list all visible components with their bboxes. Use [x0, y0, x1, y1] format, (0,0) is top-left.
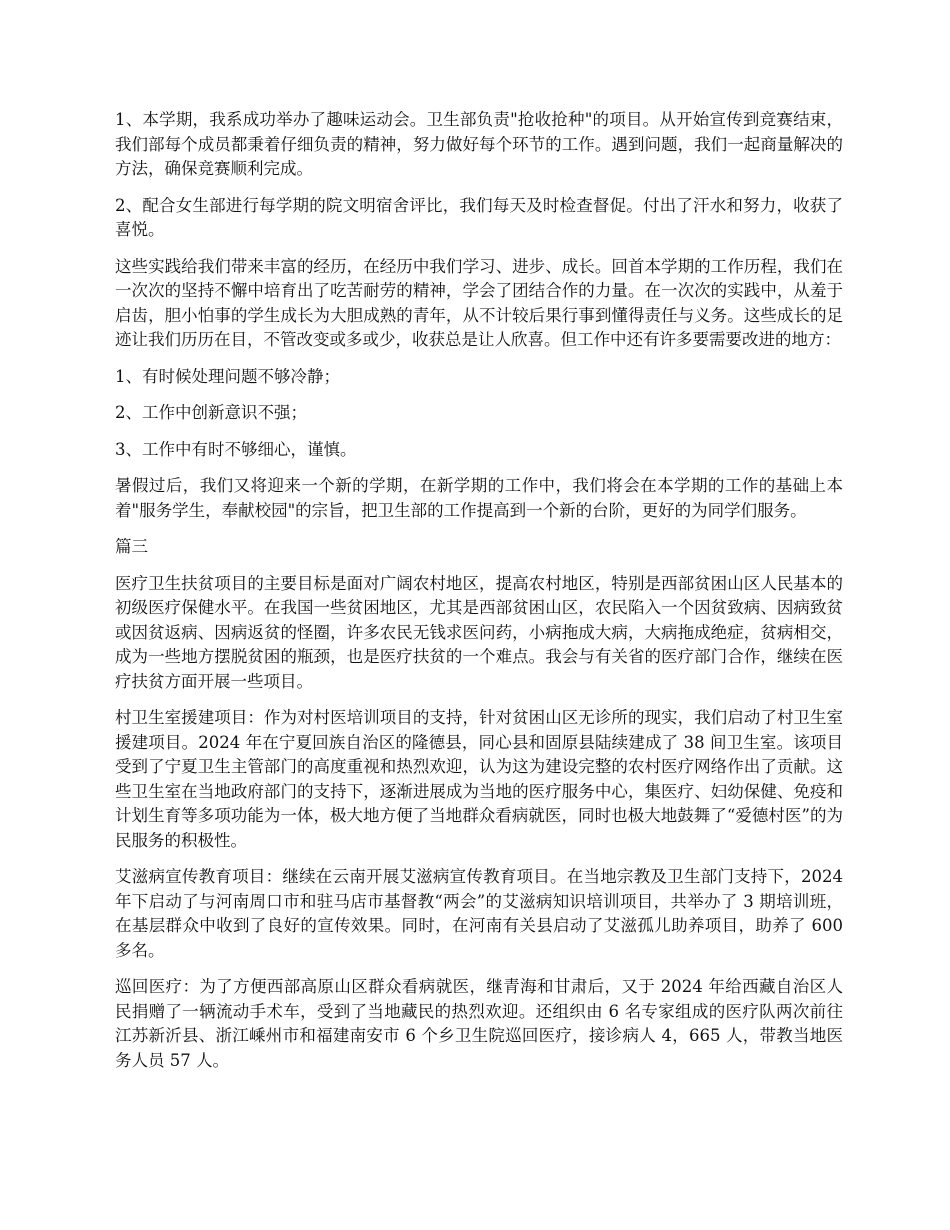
paragraph-aids-project: 艾滋病宣传教育项目：继续在云南开展艾滋病宣传教育项目。在当地宗教及卫生部门支持下，2024 年下启动了与河南周口市和驻马店市基督教“两会”的艾滋病知识培训项目，共举办了 3 期培训班，在基层群众中收到了良好的宣传效果。同时，在河南有关县启动了艾滋孤儿助养项目，助养了 600 多名。 [115, 867, 843, 960]
paragraph-issue-1: 1、有时候处理问题不够冷静； [115, 366, 340, 386]
paragraph-next-semester: 暑假过后，我们又将迎来一个新的学期，在新学期的工作中，我们将会在本学期的工作的基础上本着"服务学生，奉献校园"的宗旨，把卫生部的工作提高到一个新的台阶，更好的为同学们服务。 [115, 476, 843, 520]
paragraph-sports-meet: 1、本学期，我系成功举办了趣味运动会。卫生部负责"抢收抢种"的项目。从开始宣传到竞赛结束，我们部每个成员都秉着仔细负责的精神，努力做好每个环节的工作。遇到问题，我们一起商量解决的方法，确保竞赛顺利完成。 [115, 110, 843, 178]
paragraph-mobile-medical: 巡回医疗：为了方便西部高原山区群众看病就医，继青海和甘肃后，又于 2024 年给西藏自治区人民捐赠了一辆流动手术车，受到了当地藏民的热烈欢迎。还组织由 6 名专家组成的医疗队两次前往江苏新沂县、浙江嵊州市和福建南安市 6 个乡卫生院巡回医疗，接诊病人 4，665 人，带教当地医务人员 57 人。 [115, 977, 843, 1070]
section-heading: 篇三 [115, 537, 148, 556]
paragraph-reflection: 这些实践给我们带来丰富的经历，在经历中我们学习、进步、成长。回首本学期的工作历程，我们在一次次的坚持不懈中培育出了吃苦耐劳的精神，学会了团结合作的力量。在一次次的实践中，从羞于启齿，胆小怕事的学生成长为大胆成熟的青年，从不计较后果行事到懂得责任与义务。这些成长的足迹让我们历历在目，不管改变或多或少，收获总是让人欣喜。但工作中还有许多要需要改进的地方： [115, 256, 843, 349]
paragraph-issue-3: 3、工作中有时不够细心，谨慎。 [115, 439, 357, 459]
document-page [115, 108, 843, 1085]
paragraph-dorm-inspection: 2、配合女生部进行每学期的院文明宿舍评比，我们每天及时检查督促。付出了汗水和努力，收获了喜悦。 [115, 195, 843, 239]
paragraph-clinic-project: 村卫生室援建项目：作为对村医培训项目的支持，针对贫困山区无诊所的现实，我们启动了村卫生室援建项目。2024 年在宁夏回族自治区的隆德县，同心县和固原县陆续建成了 38 间卫生室。该项目受到了宁夏卫生主管部门的高度重视和热烈欢迎，认为这为建设完整的农村医疗网络作出了贡献。这些卫生室在当地政府部门的支持下，逐渐进展成为当地的医疗服务中心，集医疗、妇幼保健、免疫和计划生育等多项功能为一体，极大地方便了当地群众看病就医，同时也极大地鼓舞了“爱德村医”的为民服务的积极性。 [115, 708, 843, 850]
paragraph-poverty-goal: 医疗卫生扶贫项目的主要目标是面对广阔农村地区，提高农村地区，特别是西部贫困山区人民基本的初级医疗保健水平。在我国一些贫困地区，尤其是西部贫困山区，农民陷入一个因贫致病、因病致贫或因贫返病、因病返贫的怪圈，许多农民无钱求医问药，小病拖成大病，大病拖成绝症，贫病相交，成为一些地方摆脱贫困的瓶颈，也是医疗扶贫的一个难点。我会与有关省的医疗部门合作，继续在医疗扶贫方面开展一些项目。 [115, 573, 843, 691]
paragraph-issue-2: 2、工作中创新意识不强； [115, 403, 307, 422]
